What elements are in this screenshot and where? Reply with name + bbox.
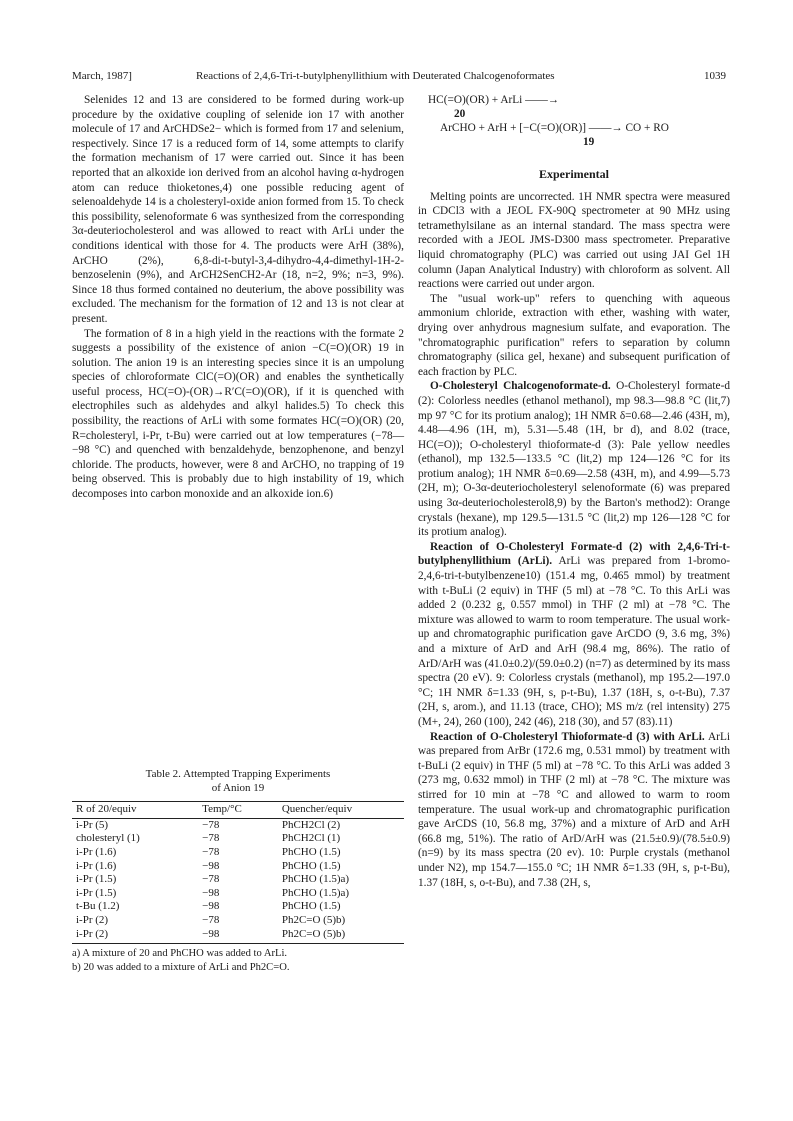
table-cell-quencher: PhCHO (1.5)a) <box>281 886 350 899</box>
left-column <box>72 93 404 502</box>
paragraph-heading-reaction-2: Reaction of O-Cholesteryl Formate-d (2) with 2,4,6-Tri-t-butylphenyllithium (ArLi). <box>418 540 730 568</box>
table-row <box>72 860 404 874</box>
table-cell-quencher: PhCH2Cl (1) <box>281 832 341 845</box>
table-caption <box>72 768 404 795</box>
table-cell-r: i-Pr (5) <box>76 818 109 831</box>
table-row <box>72 887 404 901</box>
table-footnote-a: a) A mixture of 20 and PhCHO was added to ArLi. <box>72 948 288 960</box>
trapping-table <box>72 801 404 944</box>
table-cell-r: i-Pr (1.6) <box>76 845 117 858</box>
table-cell-quencher: PhCHO (1.5) <box>281 900 341 913</box>
table-cell-temp: −78 <box>202 913 220 926</box>
table-cell-temp: −78 <box>202 873 220 886</box>
experimental-paragraph-5 <box>418 730 730 891</box>
table-cell-quencher: PhCH2Cl (2) <box>281 818 341 831</box>
table-header-r: R of 20/equiv <box>72 802 198 819</box>
table-cell-temp: −98 <box>202 900 220 913</box>
table-cell-temp: −98 <box>202 859 220 872</box>
table-cell-r: i-Pr (2) <box>76 913 109 926</box>
table-cell-r: cholesteryl (1) <box>76 832 140 845</box>
header-date: March, 1987] <box>72 70 132 82</box>
scheme-equation-2: ArCHO + ArH + [−C(=O)(OR)] ——→ CO + RO <box>440 122 669 134</box>
table-cell-r: t-Bu (1.2) <box>76 900 120 913</box>
table-cell-temp: −98 <box>198 928 278 944</box>
right-column <box>418 93 730 890</box>
table-row <box>72 928 404 944</box>
table-cell-temp: −98 <box>202 886 220 899</box>
table-cell-r: i-Pr (2) <box>72 928 198 944</box>
table-row <box>72 832 404 846</box>
table-cell-quencher: Ph2C=O (5)b) <box>281 913 346 926</box>
paragraph-heading-reaction-3: Reaction of O-Cholesteryl Thioformate-d (3) with ArLi. <box>430 730 705 743</box>
experimental-paragraph-2: The "usual work-up" refers to quenching with aqueous ammonium chloride, extraction with ether, washing with water, drying over anhydrous magnesium sulfate, and evaporation. The "chromatographic purification" refers to separation by column chromatography (silica gel, hexane) and subsequent purification of each fraction by PLC. <box>418 292 730 378</box>
table-row <box>72 914 404 928</box>
scheme-equation-1: HC(=O)(OR) + ArLi ——→ <box>428 94 560 106</box>
body-paragraph-2: The formation of 8 in a high yield in the reactions with the formate 2 suggests a possibility of the existence of anion −C(=O)(OR) 19 in solution. The anion 19 is an interesting species since it is an umpolung species of chloroformate ClC(=O)(OR) and enables the synthetically useful process, HC(=O)-(OR)→R′C(=O)(OR), if it is quenched with electrophiles such as aldehydes and alkyl halides.5) To check this possibility, the reactions of ArLi with some formates HC(=O)(OR) (20, R=cholesteryl, i-Pr, t-Bu) were carried out at low temperatures (−78—−98 °C) and quenched with benzaldehyde, benzophenone, and benzyl chloride. The products, however, were 8 and ArCHO, no trapping of 19 being observed. This is probably due to high instability of 19, which decomposes into carbon monoxide and an alkoxide ion.6) <box>72 327 404 501</box>
table-cell-quencher: Ph2C=O (5)b) <box>278 928 404 944</box>
table-cell-quencher: PhCHO (1.5) <box>281 859 341 872</box>
table-header-quencher: Quencher/equiv <box>278 802 404 819</box>
experimental-paragraph-1: Melting points are uncorrected. 1H NMR spectra were measured in CDCl3 with a JEOL FX-90Q spectrometer at 90 MHz using tetramethylsilane as an internal standard. The mass spectra were recorded with a JEOL JMS-D300 mass spectrometer. Preparative liquid chromatography (PLC) was carried out using JAI Gel 1H column (Japan Analytical Industry) with chloroform as solvent. All reactions were carried out under argon. <box>418 190 730 291</box>
table-cell-r: i-Pr (1.5) <box>76 886 117 899</box>
table-row <box>72 900 404 914</box>
table-cell-quencher: PhCHO (1.5)a) <box>281 873 350 886</box>
body-paragraph-1: Selenides 12 and 13 are considered to be formed during work-up procedure by the oxidative coupling of selenide ion 17 with another molecule of 17 and ArCHDSe2− which is formed from 17 and selenium, respectively. Since 17 is a reduced form of 14, some attempts to clarify the formation mechanism of 17 were carried out. Since it has been reported that an alkoxide ion derived from an alcohol having α-hydrogen atom can reduce thioketones,4) one possible reducing agent of selenoaldehyde 14 is a cholesteryl-oxide anion formed from 15. To check this possibility, selenoformate 6 was synthesized from the corresponding 3α-deuteriocholesterol and was allowed to react with ArLi under the conditions identical with those for 4. The products were ArH (38%), ArCHO (2%), 6,8-di-t-butyl-3,4-dihydro-4,4-dimethyl-1H-2-benzoselenin (9%), and ArCH2SenCH2-Ar (18, n=2, 9%; n=3, 9%). Since 18 thus formed contained no deuterium, the above possibility was excluded. The mechanism for the formation of 12 and 13 is not clear at present. <box>72 94 404 325</box>
table-footnotes <box>72 947 404 974</box>
table-cell-temp: −78 <box>202 818 220 831</box>
table-cell-r: i-Pr (1.5) <box>76 873 117 886</box>
paragraph-text-formate: O-Cholesteryl formate-d (2): Colorless needles (ethanol methanol), mp 98.3—98.8 °C (lit,7) mp 97 °C for its protium analog); 1H NMR δ=0.68—2.46 (43H, m), 4.48—4.96 (1H, m), 5.31—5.48 (1H, br d), and 8.02 (trace, HC(=O)); O-cholesteryl thioformate-d (3): Pale yellow needles (ethanol), mp 132.5—133.5 °C (lit,2) mp 124—126 °C for its protium analog); 1H NMR δ=0.69—2.58 (43H, m), and 4.99—5.73 (2H, m); O-3α-deuteriocholesteryl selenoformate (6) was prepared using 3α-deuteriocholesterol8,9) by the Barton's method2): Orange crystals (hexane), mp 129.5—131.5 °C (lit,2) mp 126—128 °C for its protium analog). <box>418 380 730 539</box>
table-row <box>72 818 404 832</box>
experimental-paragraph-3 <box>418 379 730 540</box>
table-caption-line-2: of Anion 19 <box>211 781 265 794</box>
table-cell-r: i-Pr (1.6) <box>76 859 117 872</box>
section-title-experimental: Experimental <box>539 167 609 181</box>
table-cell-temp: −78 <box>202 832 220 845</box>
table-caption-line-1: Table 2. Attempted Trapping Experiments <box>145 768 331 780</box>
paragraph-heading-formate: O-Cholesteryl Chalcogenoformate-d. <box>430 380 611 393</box>
table-header-temp: Temp/°C <box>198 802 278 819</box>
header-running-title: Reactions of 2,4,6-Tri-t-butylphenyllithium with Deuterated Chalcogenoformates <box>196 70 555 82</box>
scheme-compound-label-19: 19 <box>583 136 595 148</box>
reaction-scheme <box>418 93 730 149</box>
paragraph-text-reaction-3: ArLi was prepared from ArBr (172.6 mg, 0.531 mmol) by treatment with t-BuLi (2 equiv) in THF (5 ml) at −78 °C. To this ArLi was added 3 (273 mg, 0.632 mmol) in THF (2 ml) at −78 °C. The mixture was stirred for 10 min at −78 °C and allowed to warm to room temperature. The usual work-up and chromatographic purification gave ArCDS (10, 56.8 mg, 37%) and a mixture of ArD and ArH (66.8 mg, 51%). The ratio of ArD/ArH was (21.5±0.9)/(78.5±0.9) (n=9) by its mass spectra (20 ev). 10: Purple crystals (methanol under N2), mp 154.7—155.0 °C; 1H NMR δ=1.33 (9H, s, p-t-Bu), 1.37 (18H, s, o-t-Bu), and 7.38 (2H, s, <box>418 730 730 889</box>
table-footnote-b: b) 20 was added to a mixture of ArLi and Ph2C=O. <box>72 961 290 973</box>
experimental-paragraph-4 <box>418 540 730 730</box>
header-page-number: 1039 <box>704 70 726 82</box>
paragraph-text-reaction-2: ArLi was prepared from 1-bromo-2,4,6-tri-t-butylbenzene10) (151.4 mg, 0.465 mmol) by treatment with t-BuLi (2 equiv) in THF (5 ml) at −78 °C. To this ArLi was added 2 (0.232 g, 0.557 mmol) in THF (2 ml) at −78 °C. The mixture was allowed to warm to room temperature. The usual work-up and chromatographic purification gave ArCDO (9, 3.6 mg, 3%) and a mixture of ArD and ArH (98.4 mg, 86%). The ratio of ArD/ArH was (41.0±0.2)/(59.0±0.2) (n=7) as determined by its mass spectra (20 eV). 9: Colorless crystals (methanol), mp 195.2—197.0 °C; 1H NMR δ=1.33 (9H, s, p-t-Bu), 1.37 (18H, s, o-t-Bu), 7.37 (2H, s, arom.), and 11.13 (trace, CHO); MS m/z (rel intensity) 275 (M+, 24), 260 (100), 242 (46), 218 (30), and 57 (83).11) <box>418 555 730 728</box>
table-cell-temp: −78 <box>202 845 220 858</box>
table-row <box>72 846 404 860</box>
table-row <box>72 873 404 887</box>
table-2 <box>72 768 404 974</box>
table-header-row <box>72 802 404 819</box>
scheme-compound-label-20: 20 <box>454 108 466 120</box>
table-cell-quencher: PhCHO (1.5) <box>281 845 341 858</box>
